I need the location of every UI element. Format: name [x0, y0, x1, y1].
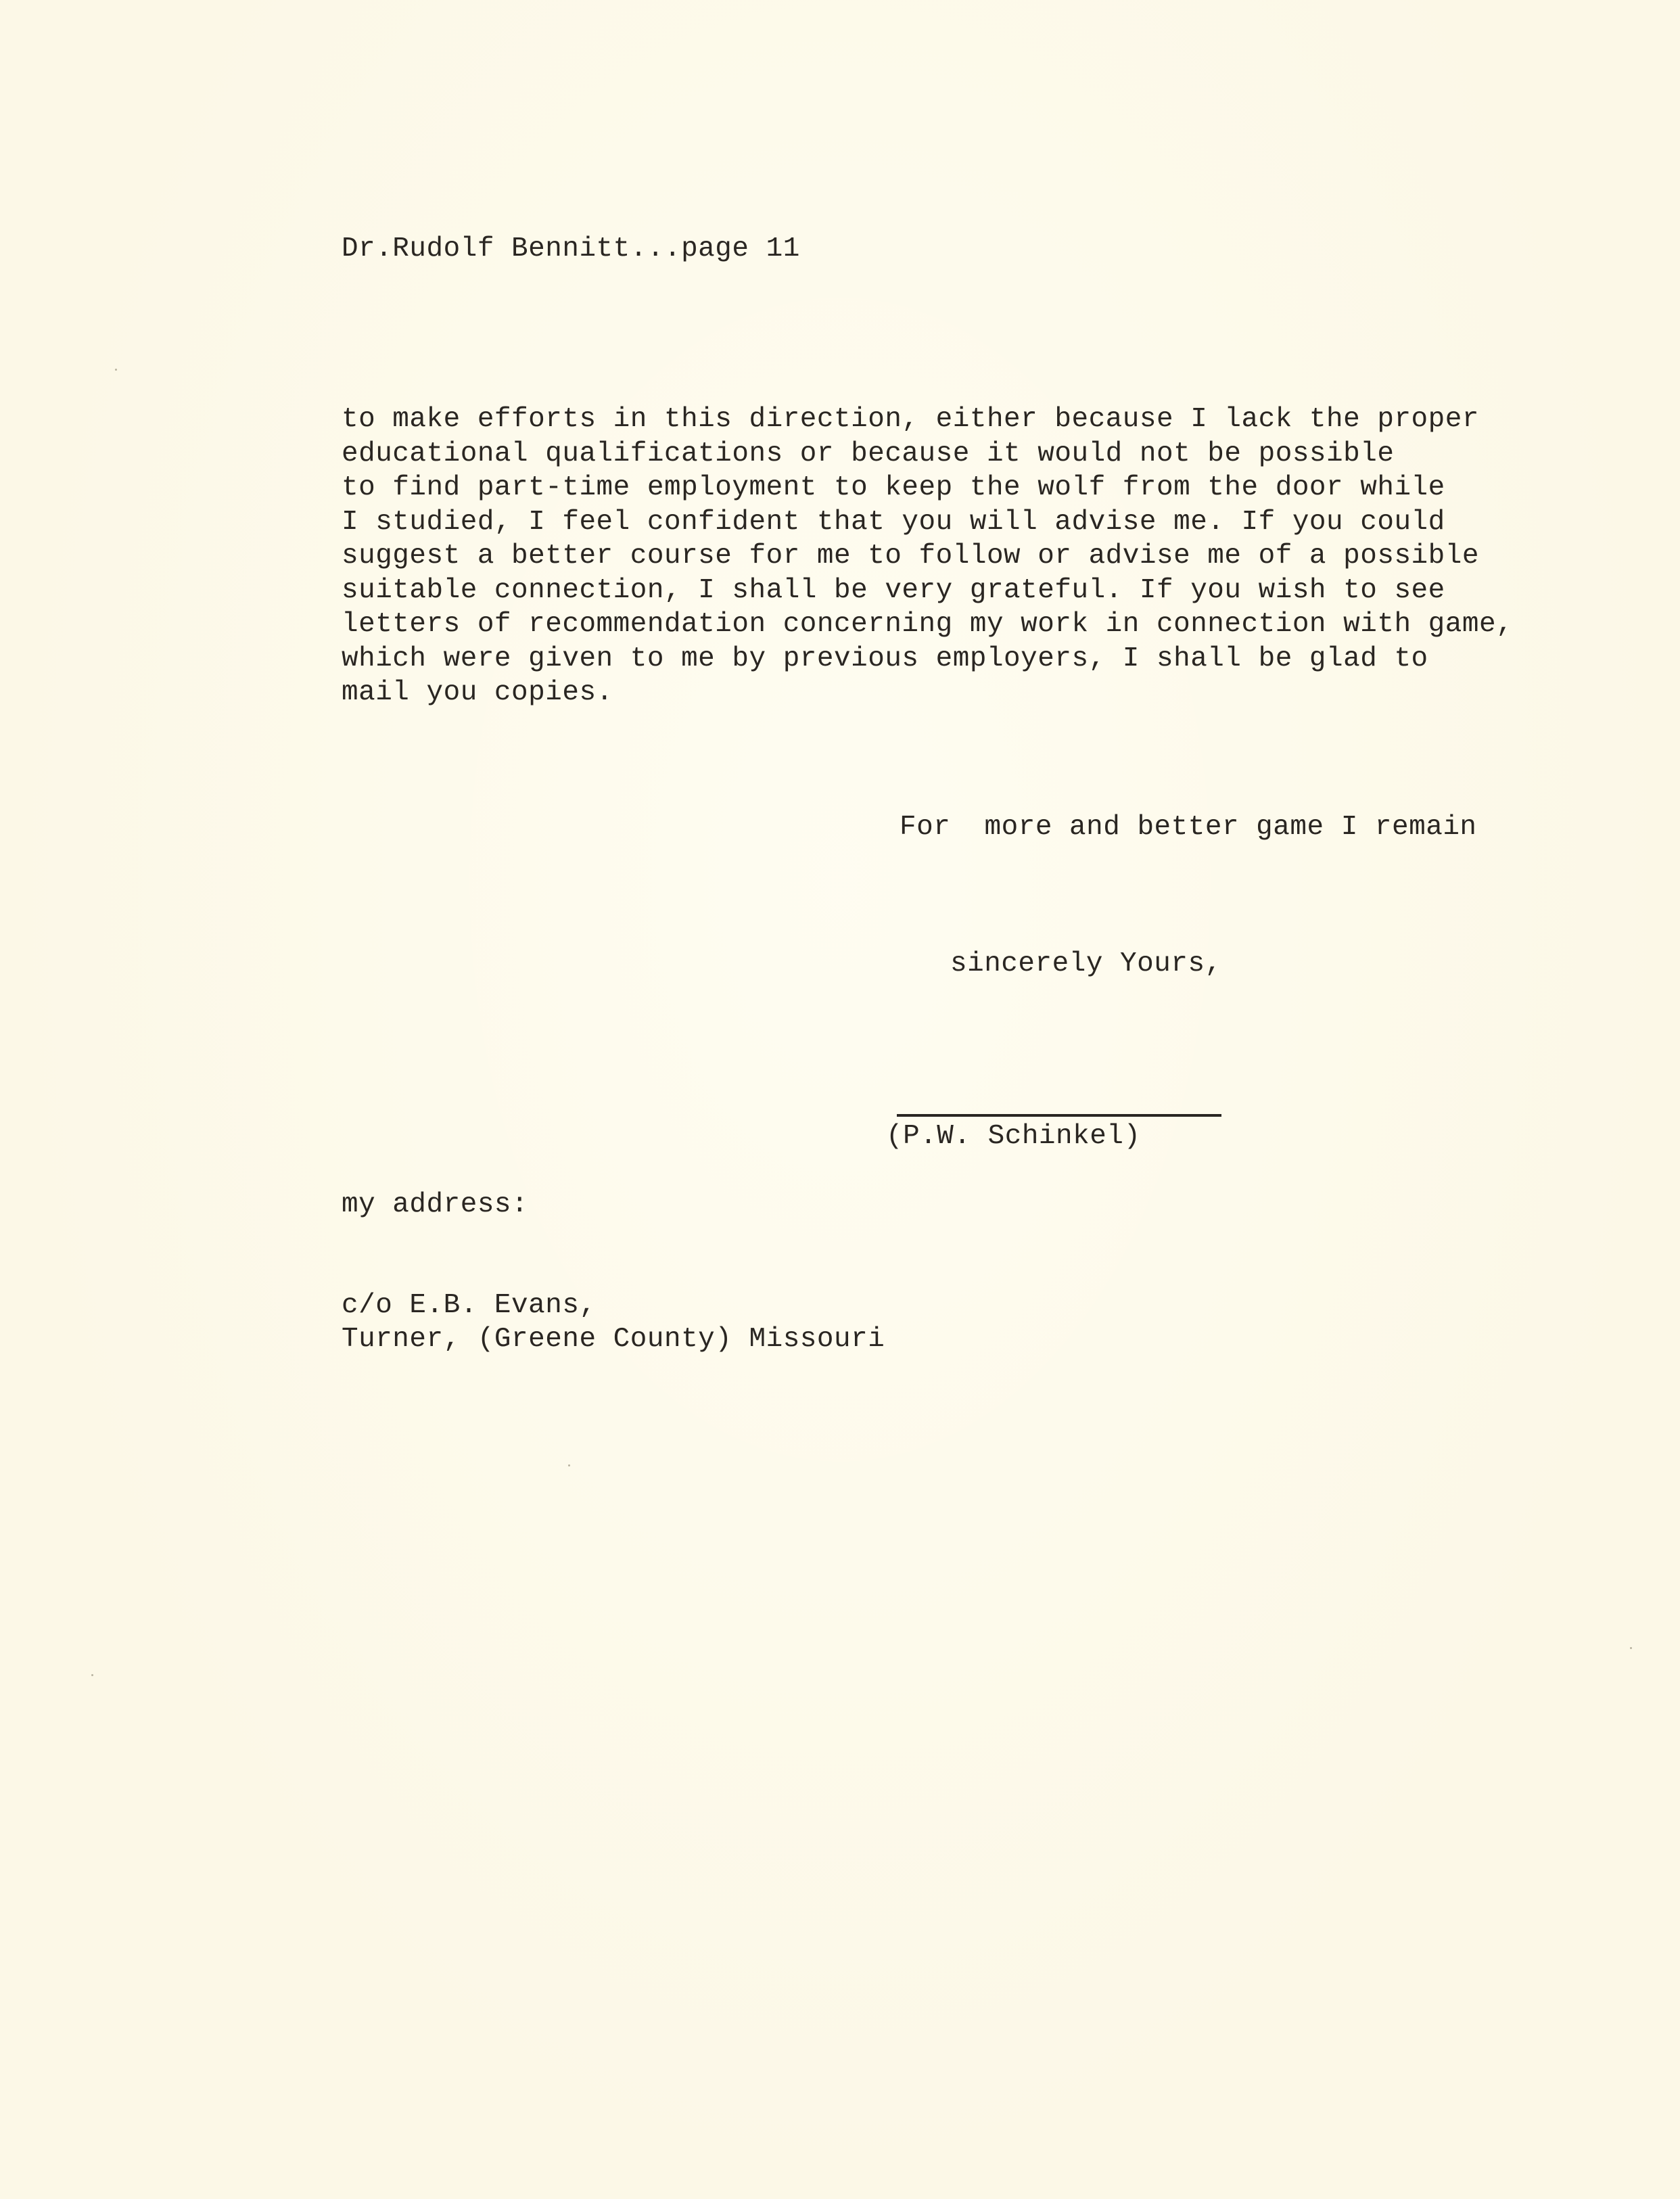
body-line: to make efforts in this direction, either because I lack the proper — [342, 404, 1479, 435]
page-header: Dr.Rudolf Bennitt...page 11 — [342, 233, 800, 264]
address-block — [342, 1289, 885, 1356]
body-line: I studied, I feel confident that you will advise me. If you could — [342, 506, 1445, 538]
paper-speck — [115, 369, 117, 371]
paper-speck — [568, 1464, 570, 1466]
body-line: letters of recommendation concerning my work in connection with game, — [342, 609, 1514, 640]
signature-name: (P.W. Schinkel) — [886, 1121, 1141, 1152]
valediction: sincerely Yours, — [950, 948, 1222, 979]
body-line: mail you copies. — [342, 677, 613, 708]
body-line: suggest a better course for me to follow or advise me of a possible — [342, 540, 1479, 572]
body-line: suitable connection, I shall be very grateful. If you wish to see — [342, 574, 1445, 606]
closing-line: For more and better game I remain — [900, 812, 1477, 843]
body-line: which were given to me by previous employers, I shall be glad to — [342, 643, 1428, 674]
signature-line — [897, 1114, 1221, 1117]
address-label: my address: — [342, 1189, 529, 1220]
letter-body — [342, 402, 1545, 710]
paper-speck — [1630, 1647, 1632, 1649]
address-line: Turner, (Greene County) Missouri — [342, 1324, 885, 1355]
body-line: to find part-time employment to keep the wolf from the door while — [342, 472, 1445, 503]
paper-speck — [91, 1674, 93, 1676]
address-line: c/o E.B. Evans, — [342, 1290, 597, 1321]
body-line: educational qualifications or because it would not be possible — [342, 438, 1395, 469]
